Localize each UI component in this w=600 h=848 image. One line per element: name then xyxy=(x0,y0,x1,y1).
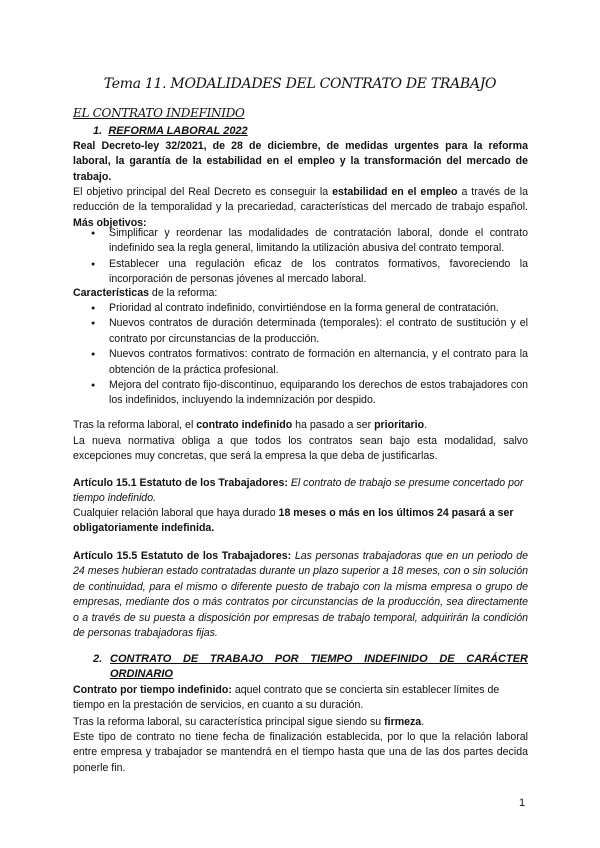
objetivo-text-1: El objetivo principal del Real Decreto es conseguir la xyxy=(73,186,333,198)
page-number: 1 xyxy=(519,797,526,809)
contrato-definicion-text: aquel contrato que se concierta sin establecer límites de tiempo en la prestación de servicios, en cuanto a su duración. xyxy=(73,684,500,712)
cualquier-paragraph xyxy=(73,506,528,537)
caracteristicas-text: de la reforma: xyxy=(148,287,218,299)
tras-text-3: . xyxy=(424,419,428,431)
list-item: ● Mejora del contrato fijo-discontinuo, equiparando los derechos de estos trabajadores con los indefinidos, incluyendo la indemnización por despido. xyxy=(91,378,528,409)
tras-2-text-2: . xyxy=(421,716,425,728)
real-decreto-paragraph xyxy=(73,139,528,185)
tras-bold-2: prioritario xyxy=(374,419,425,431)
tras-bold-1: contrato indefinido xyxy=(196,419,293,431)
contrato-definicion-paragraph xyxy=(73,683,528,714)
objetivo-bold-2: Más objetivos: xyxy=(73,216,147,229)
objetivo-text-2: a través de la reducción de la temporalidad y la precariedad, características del mercado de trabajo español. xyxy=(73,186,528,214)
tras-2-paragraph xyxy=(73,715,528,730)
list-item: ● Prioridad al contrato indefinido, convirtiéndose en la forma general de contratación. xyxy=(91,301,528,316)
page-title: Tema 11. MODALIDADES DEL CONTRATO DE TRABAJO xyxy=(103,76,497,92)
heading-reforma-laboral xyxy=(93,125,248,137)
objetivos-list xyxy=(73,226,528,288)
list-item: ● Nuevos contratos de duración determinada (temporales): el contrato de sustitución y el contrato por circunstancias de la producción. xyxy=(91,316,528,347)
caracteristicas-heading xyxy=(73,286,528,301)
heading-number: 2. xyxy=(93,653,103,665)
este-tipo-paragraph: Este tipo de contrato no tiene fecha de finalización establecida, por lo que la relación laboral entre empresa y trabajador se mantendrá en el tiempo hasta que una de las dos partes decida ponerle fin. xyxy=(73,731,528,774)
cualquier-text: Cualquier relación laboral que haya durado xyxy=(73,507,279,519)
tras-text-1: Tras la reforma laboral, el xyxy=(73,419,197,431)
articulo-15-1-quote: El contrato de trabajo se presume concertado por tiempo indefinido. xyxy=(73,477,524,505)
tras-paragraph xyxy=(73,418,528,433)
articulo-15-1-label: Artículo 15.1 Estatuto de los Trabajadores: xyxy=(73,477,288,489)
articulo-15-5-label: Artículo 15.5 Estatuto de los Trabajadores: xyxy=(73,550,292,562)
tras-2-text: Tras la reforma laboral, su característica principal sigue siendo su xyxy=(73,716,385,728)
normativa-paragraph: La nueva normativa obliga a que todos los contratos sean bajo esta modalidad, salvo excepciones muy concretas, que será la empresa la que deba de justificarlas. xyxy=(73,435,528,463)
tras-text-2: ha pasado a ser xyxy=(292,419,375,431)
list-item: ● Nuevos contratos formativos: contrato de formación en alternancia, y el contrato para la obtención de la práctica profesional. xyxy=(91,347,528,378)
cualquier-bold: 18 meses o más en los últimos 24 pasará a ser obligatoriamente indefinida. xyxy=(73,507,514,535)
list-item: ● Simplificar y reordenar las modalidades de contratación laboral, donde el contrato indefinido sea la regla general, limitando la utilización abusiva del contrato temporal. xyxy=(91,226,528,257)
objetivo-bold-1: estabilidad en el empleo xyxy=(332,186,458,198)
contrato-definicion-label: Contrato por tiempo indefinido: xyxy=(73,684,232,696)
objetivo-paragraph xyxy=(73,185,528,231)
articulo-15-5-quote: Las personas trabajadoras que en un periodo de 24 meses hubieran estado contratadas durante un plazo superior a 18 meses, con o sin solución de continuidad, para el mismo o diferente puesto de trabajo con la misma empresa o grupo de empresas, mediante dos o más contratos por circunstancias de la producción, sea directamente o a través de su puesta a disposición por empresas de trabajo temporal, adquirirán la condición de personas trabajadoras fijas. xyxy=(73,550,529,640)
heading-label: CONTRATO DE TRABAJO POR TIEMPO INDEFINIDO DE CARÁCTER ORDINARIO xyxy=(110,653,528,681)
tras-2-bold: firmeza xyxy=(384,716,422,728)
section-heading: EL CONTRATO INDEFINIDO xyxy=(73,106,245,120)
heading-contrato-ordinario xyxy=(93,652,528,683)
heading-label: REFORMA LABORAL 2022 xyxy=(108,125,248,137)
list-item: ● Establecer una regulación eficaz de los contratos formativos, favoreciendo la incorporación de personas jóvenes al mercado laboral. xyxy=(91,257,528,288)
articulo-15-1-paragraph xyxy=(73,476,528,507)
caracteristicas-bold: Características xyxy=(73,287,149,299)
heading-number: 1. xyxy=(93,125,103,137)
articulo-15-5-paragraph xyxy=(73,549,528,641)
real-decreto-text: Real Decreto-ley 32/2021, de 28 de diciembre, de medidas urgentes para la reforma laboral, la garantía de la estabilidad en el empleo y la transformación del mercado de trabajo. xyxy=(73,140,528,183)
caracteristicas-list xyxy=(73,301,528,409)
